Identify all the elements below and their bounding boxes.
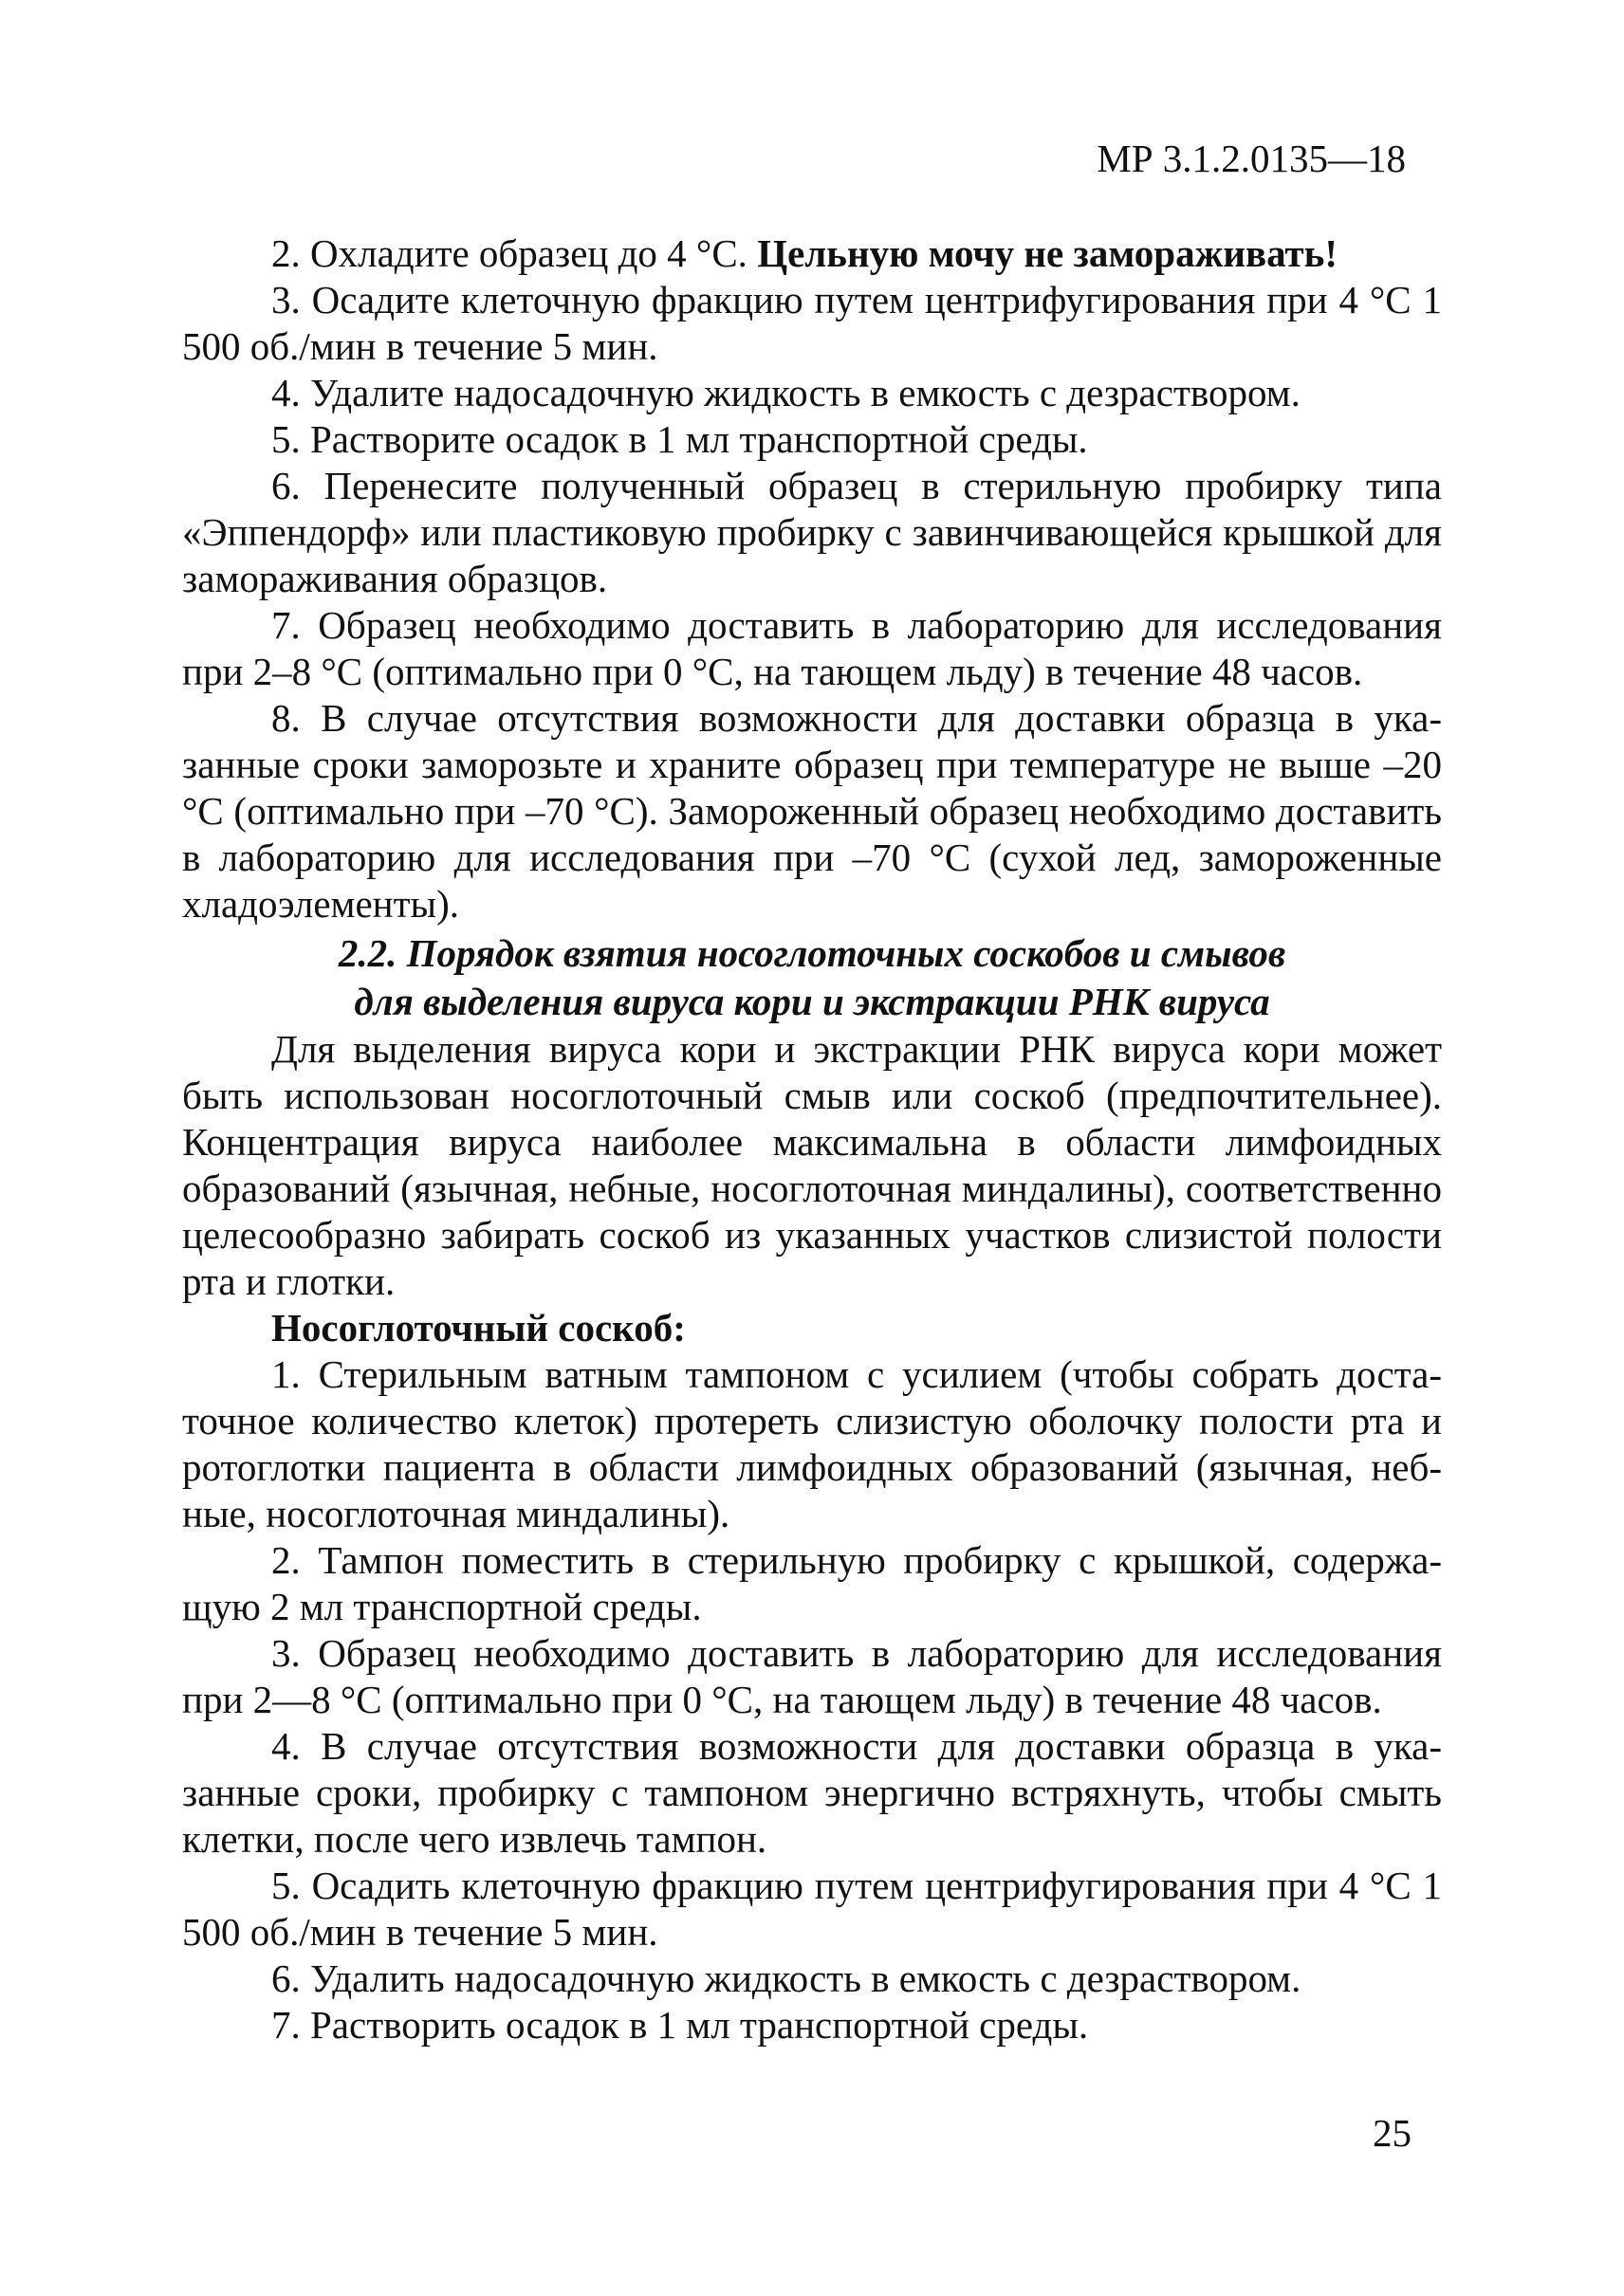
step-3: 3. Образец необходимо доставить в лабораторию для исследования при 2—8 °С (оптимально при 0 °С, на тающем льду) в течение 48 часов. <box>182 1631 1442 1721</box>
item-5: 5. Растворите осадок в 1 мл транспортной среды. <box>271 417 1088 461</box>
page-number: 25 <box>1373 2111 1412 2155</box>
step-5: 5. Осадить клеточную фракцию путем центрифугирования при 4 °С 1 500 об./мин в течение 5 мин. <box>182 1864 1442 1954</box>
item-8: 8. В случае отсутствия возможности для доставки образца в указанные сроки заморозьте и храните образец при температуре не выше –20 °С (оптимально при –70 °С). Замороженный образец необходимо доставить в лабораторию для исследования при –70 °С (сухой лед, замороженные хладоэлементы). <box>182 696 1442 926</box>
body-text <box>182 230 1442 2048</box>
item-2-warning: Цельную мочу не замораживать! <box>757 231 1338 275</box>
item-2-text: 2. Охладите образец до 4 °С. <box>271 231 758 275</box>
section-heading-line-1: 2.2. Порядок взятия носоглоточных соскобов и смывов <box>338 931 1286 975</box>
item-7: 7. Образец необходимо доставить в лабораторию для исследования при 2–8 °С (оптимально при 0 °С, на тающем льду) в течение 48 часов. <box>182 603 1442 693</box>
step-4: 4. В случае отсутствия возможности для доставки образца в указанные сроки, пробирку с тампоном энергично встряхнуть, чтобы смыть клетки, после чего извлечь тампон. <box>182 1724 1442 1861</box>
item-4: 4. Удалите надосадочную жидкость в емкость с дезраствором. <box>271 371 1301 414</box>
item-3: 3. Осадите клеточную фракцию путем центрифугирования при 4 °С 1 500 об./мин в течение 5 мин. <box>182 278 1442 368</box>
section-heading <box>182 929 1442 1026</box>
section-heading-line-2: для выделения вируса кори и экстракции РНК вируса <box>354 980 1270 1023</box>
item-6: 6. Перенесите полученный образец в стерильную пробирку типа «Эппендорф» или пластиковую пробирку с завинчивающейся крышкой для замораживания образцов. <box>182 464 1442 600</box>
item-2 <box>182 230 1442 277</box>
step-2: 2. Тампон поместить в стерильную пробирку с крышкой, содержащую 2 мл транспортной среды. <box>182 1538 1442 1628</box>
step-7: 7. Растворить осадок в 1 мл транспортной среды. <box>271 2003 1089 2047</box>
step-6: 6. Удалить надосадочную жидкость в емкость с дезраствором. <box>271 1956 1301 2000</box>
subheading: Носоглоточный соскоб: <box>271 1306 686 1350</box>
step-1: 1. Стерильным ватным тампоном с усилием (чтобы собрать достаточное количество клеток) протереть слизистую оболочку полости рта и ротоглотки пациента в области лимфоидных образований (язычная, небные, носоглоточная миндалины). <box>182 1352 1442 1535</box>
document-code: МР 3.1.2.0135—18 <box>1097 137 1406 180</box>
section-intro: Для выделения вируса кори и экстракции РНК вируса кори может быть использован носоглоточный смыв или соскоб (предпочтительнее). Концентрация вируса наиболее максимальна в области лимфоидных образований (язычная, небные, носоглоточная миндалины), соответственно целесообразно забирать соскоб из указанных участков слизистой полости рта и глотки. <box>182 1027 1442 1303</box>
